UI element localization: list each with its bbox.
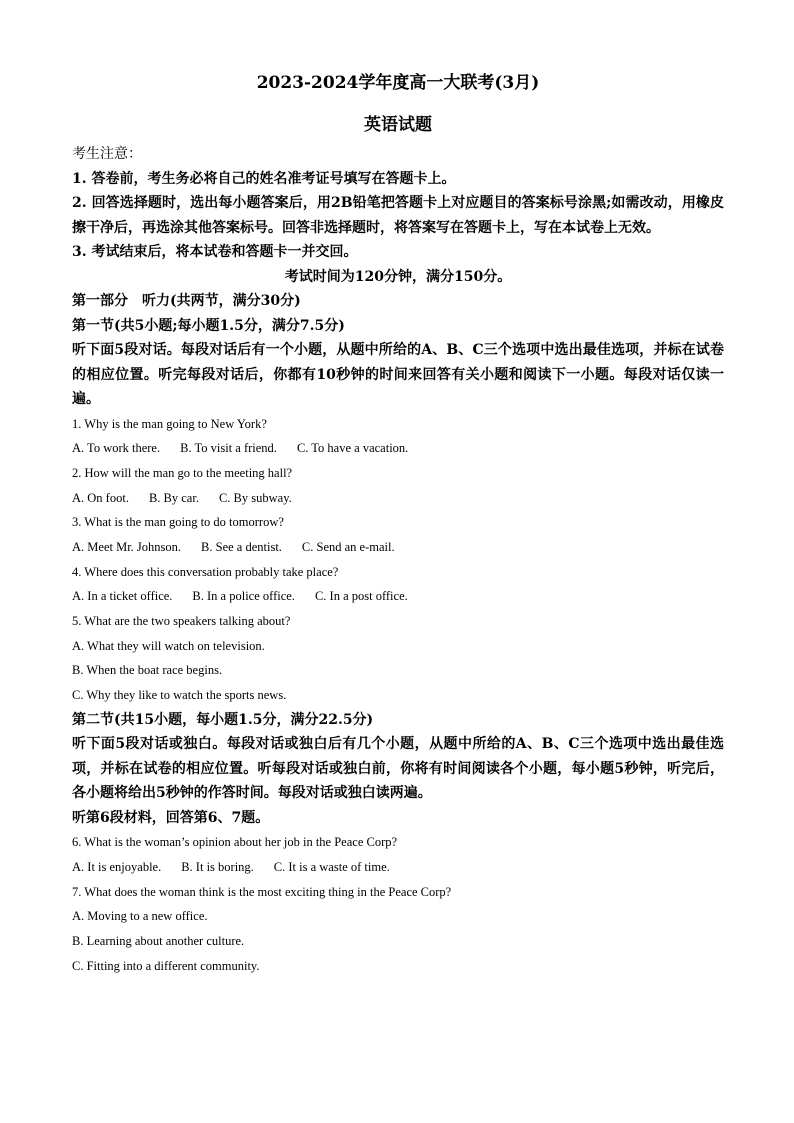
question-4: 4. Where does this conversation probably take place? <box>72 564 339 579</box>
notice-item-3: 3. 考试结束后，将本试卷和答题卡一并交回。 <box>72 244 358 260</box>
question-2: 2. How will the man go to the meeting hall? <box>72 465 293 480</box>
part1-heading: 第一部分 听力(共两节，满分30分) <box>72 293 301 309</box>
exam-time-info: 考试时间为120分钟，满分150分。 <box>284 268 512 285</box>
section1-instructions: 听下面5段对话。每段对话后有一个小题，从题中所给的A、B、C三个选项中选出最佳选项，并标在试卷的相应位置。听完每段对话后，你都有10秒钟的时间来回答有关小题和阅读下一小题。每段对话仅读一遍。 <box>72 342 724 407</box>
option-a: A. What they will watch on television. <box>72 638 265 653</box>
question-6: 6. What is the woman’s opinion about her job in the Peace Corp? <box>72 835 398 850</box>
section1-heading: 第一节(共5小题;每小题1.5分，满分7.5分) <box>72 317 345 334</box>
question-1: 1. Why is the man going to New York? <box>72 416 267 431</box>
option-c: C. By subway. <box>218 490 292 505</box>
question-5: 5. What are the two speakers talking about? <box>72 614 291 628</box>
option-b: B. It is boring. <box>181 859 254 874</box>
material-heading: 听第6段材料，回答第6、7题。 <box>72 809 270 826</box>
question-4-options <box>72 584 724 609</box>
option-b: B. See a dentist. <box>201 539 282 554</box>
notice-heading: 考生注意： <box>72 146 142 162</box>
option-c: C. To have a vacation. <box>296 441 409 456</box>
option-c: C. It is a waste of time. <box>273 859 390 874</box>
notice-item-2: 2. 回答选择题时，选出每小题答案后，用2B铅笔把答题卡上对应题目的答案标号涂黑;如需改动，用橡皮擦干净后，再选涂其他答案标号。回答非选择题时，将答案写在答题卡上，写在本试卷上无效。 <box>72 195 724 236</box>
page-title: 2023-2024学年度高一大联考(3月) <box>256 73 540 93</box>
option-c: C. In a post office. <box>314 589 408 604</box>
question-3-options <box>72 535 724 560</box>
option-c: C. Fitting into a different community. <box>72 958 260 973</box>
option-b: B. By car. <box>148 490 199 505</box>
option-a: A. Moving to a new office. <box>72 909 208 924</box>
question-6-options <box>72 855 724 880</box>
question-2-options <box>72 486 724 511</box>
option-a: A. To work there. <box>72 441 161 456</box>
option-b: B. When the boat race begins. <box>72 663 223 678</box>
option-b: B. To visit a friend. <box>180 441 277 456</box>
section2-instructions: 听下面5段对话或独白。每段对话或独白后有几个小题，从题中所给的A、B、C三个选项中选出最佳选项，并标在试卷的相应位置。听每段对话或独白前，你将有时间阅读各个小题，每小题5秒钟，听完后，各小题将给出5秒钟的作答时间。每段对话或独白读两遍。 <box>72 736 724 802</box>
option-a: A. Meet Mr. Johnson. <box>72 539 182 554</box>
option-b: B. In a police office. <box>192 589 295 604</box>
page-subtitle: 英语试题 <box>364 115 432 135</box>
option-b: B. Learning about another culture. <box>72 934 245 948</box>
option-a: A. In a ticket office. <box>72 589 173 604</box>
option-a: A. On foot. <box>72 490 129 505</box>
exam-page <box>72 70 724 978</box>
question-7: 7. What does the woman think is the most exciting thing in the Peace Corp? <box>72 884 452 899</box>
notice-item-1: 1. 答卷前，考生务必将自己的姓名准考证号填写在答题卡上。 <box>72 170 456 187</box>
question-1-options <box>72 436 724 461</box>
option-a: A. It is enjoyable. <box>72 859 162 874</box>
option-c: C. Why they like to watch the sports news. <box>72 688 287 703</box>
section2-heading: 第二节(共15小题，每小题1.5分，满分22.5分) <box>72 711 374 728</box>
option-c: C. Send an e-mail. <box>301 539 395 554</box>
question-3: 3. What is the man going to do tomorrow? <box>72 515 284 530</box>
